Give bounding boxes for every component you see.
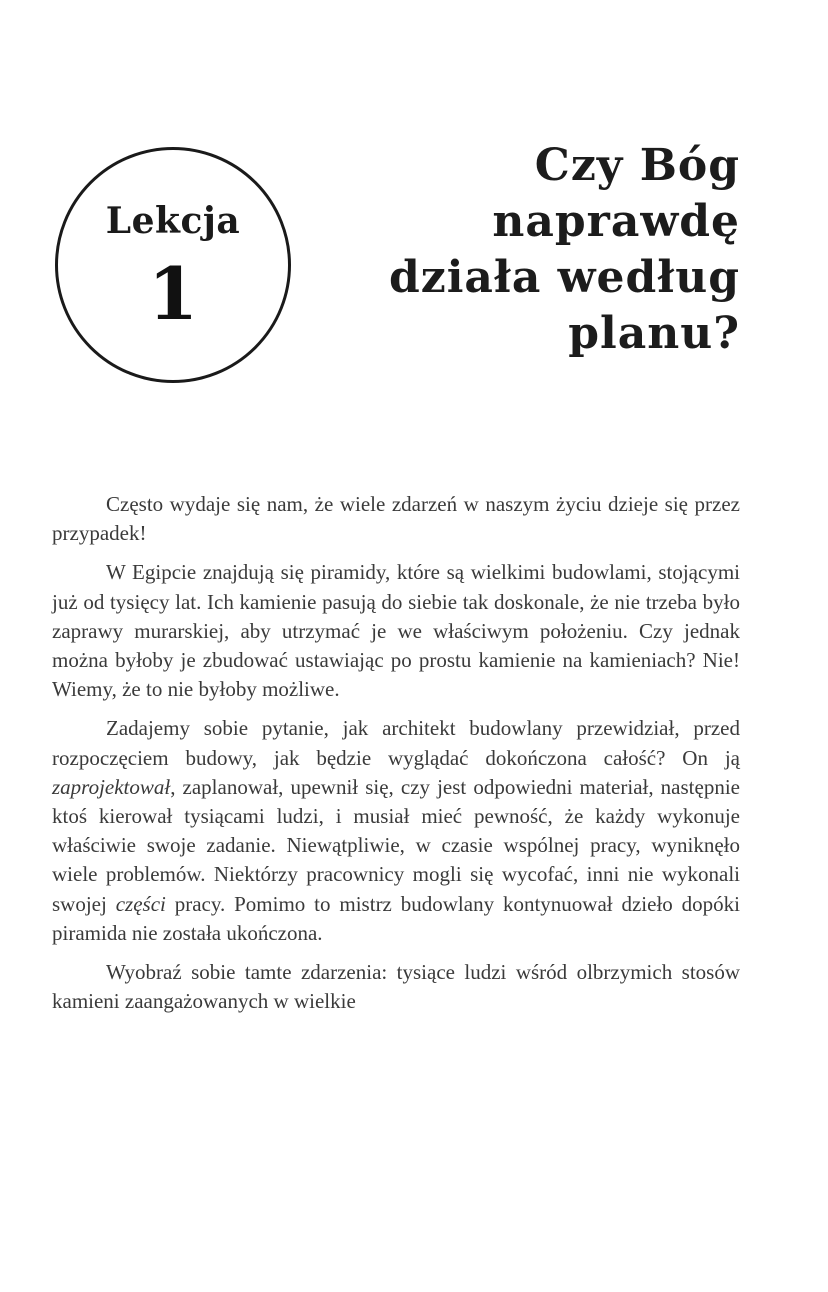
paragraph-3-text: Zadajemy sobie pytanie, jak architekt budowlany przewidział, przed rozpoczęciem budowy, jak będzie wyglądać dokończona całość? On ją bbox=[52, 716, 740, 770]
paragraph-3 bbox=[52, 714, 740, 948]
paragraph-3-text: pracy. Pomimo to mistrz budowlany kontynuował dzieło dopóki piramida nie została ukończona. bbox=[52, 891, 740, 945]
title-line: naprawdę bbox=[492, 196, 740, 247]
lesson-title bbox=[389, 138, 740, 362]
paragraph-1: Często wydaje się nam, że wiele zdarzeń w naszym życiu dzieje się przez przypadek! bbox=[52, 492, 740, 546]
emphasis-zaprojektowal: zaprojektował bbox=[52, 774, 171, 799]
paragraph-2: W Egipcie znajdują się piramidy, które są wielkimi budowlami, stojącymi już od tysięcy lat. Ich kamienie pasują do siebie tak doskonale, że nie trzeba było zaprawy murarskiej, aby utrzymać je we właściwym położeniu. Czy jednak można byłoby je zbudować ustawiając po prostu kamienie na kamieniach? Nie! Wiemy, że to nie byłoby możliwe. bbox=[52, 560, 740, 702]
paragraph-3-text: , zaplanował, upewnił się, czy jest odpowiedni materiał, następnie ktoś kierował tysiącami ludzi, i musiał mieć pewność, że każdy wykonuje właściwie swoje zadanie. Niewątpliwie, w czasie wspólnej pracy, wyniknęło wiele problemów. Niektórzy pracownicy mogli się wycofać, inni nie wykonali swojej bbox=[52, 774, 740, 916]
emphasis-czesci: części bbox=[115, 891, 166, 916]
lesson-number: 1 bbox=[147, 251, 199, 336]
paragraph-4: Wyobraź sobie tamte zdarzenia: tysiące ludzi wśród olbrzymich stosów kamieni zaangażowanych w wielkie bbox=[52, 960, 740, 1014]
title-line: planu? bbox=[568, 308, 740, 359]
lesson-body bbox=[52, 490, 740, 1026]
lesson-label: Lekcja bbox=[105, 200, 241, 242]
title-line: działa według bbox=[388, 252, 740, 303]
title-line: Czy Bóg bbox=[534, 140, 740, 191]
lesson-badge bbox=[55, 147, 291, 383]
